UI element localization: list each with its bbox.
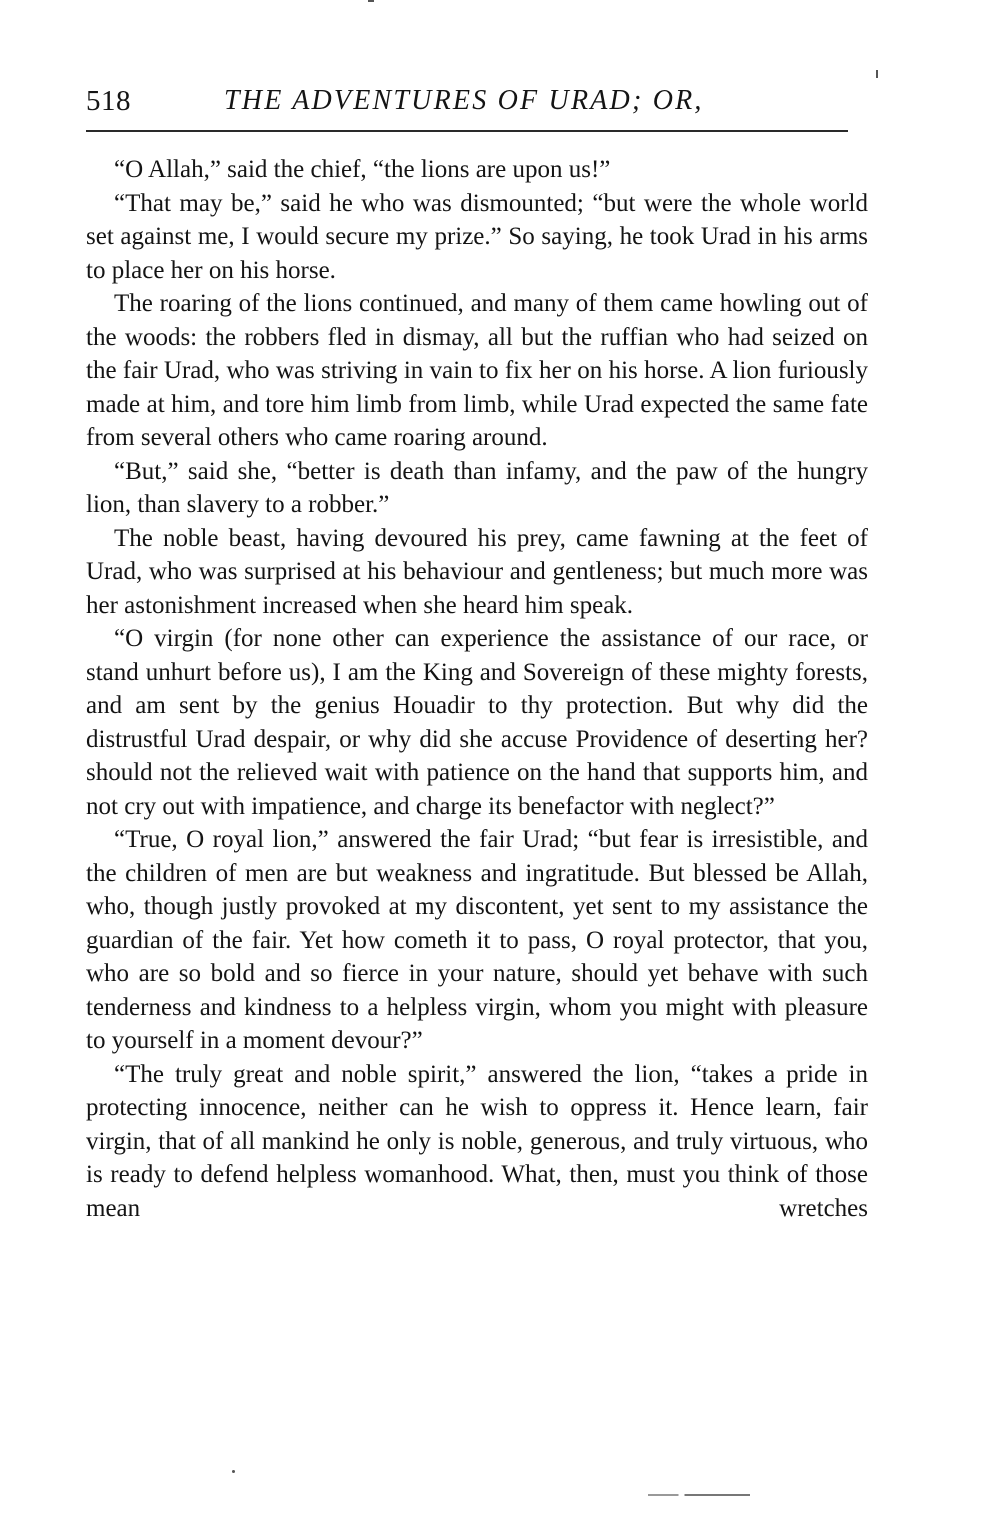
page-number: 518 <box>86 85 131 117</box>
paragraph: The roaring of the lions continued, and many of them came howling out of the woods: the robbers fled in dismay, all but the ruffian who had seized on the fair Urad, who was striving in vain to fix her on his horse. A lion furiously made at him, and tore him limb from limb, while Urad expected the same fate from several others who came roaring around. <box>86 290 868 451</box>
body-text <box>86 153 868 1225</box>
paragraph: The noble beast, having devoured his prey, came fawning at the feet of Urad, who was surprised at his behaviour and gentleness; but much more was her astonishment increased when she heard him speak. <box>86 524 868 619</box>
header-rule <box>86 130 848 132</box>
page-header <box>86 82 848 122</box>
paragraph: “True, O royal lion,” answered the fair Urad; “but fear is irresistible, and the children of men are but weakness and ingratitude. But blessed be Allah, who, though justly provoked at my discontent, yet sent to my assistance the guardian of the fair. Yet how cometh it to pass, O royal protector, that you, who are so bold and so fierce in your nature, should yet behave with such tenderness and kindness to a helpless virgin, whom you might with pleasure to yourself in a moment devour?” <box>86 826 868 1054</box>
paragraph: “But,” said she, “better is death than infamy, and the paw of the hungry lion, than slavery to a robber.” <box>86 457 868 518</box>
paragraph: “The truly great and noble spirit,” answered the lion, “takes a pride in protecting innocence, neither can he wish to oppress it. Hence learn, fair virgin, that of all mankind he only is noble, generous, and truly virtuous, who is ready to defend helpless womanhood. What, then, must you think of those mean wretches <box>86 1060 868 1222</box>
print-speck <box>232 1470 235 1473</box>
print-speck <box>648 1494 750 1496</box>
paragraph: “O virgin (for none other can experience the assistance of our race, or stand unhurt before us), I am the King and Sovereign of these mighty forests, and am sent by the genius Houadir to thy protection. But why did the distrustful Urad despair, or why did she accuse Providence of deserting her? should not the relieved wait with patience on the hand that supports him, and not cry out with impatience, and charge its benefactor with neglect?” <box>86 625 868 820</box>
paragraph: “That may be,” said he who was dismounted; “but were the whole world set against me, I would secure my prize.” So saying, he took Urad in his arms to place her on his horse. <box>86 189 868 284</box>
print-speck <box>876 70 878 78</box>
print-speck <box>368 0 374 2</box>
running-head: THE ADVENTURES OF URAD; OR, <box>224 85 704 116</box>
paragraph: “O Allah,” said the chief, “the lions are upon us!” <box>114 156 611 183</box>
